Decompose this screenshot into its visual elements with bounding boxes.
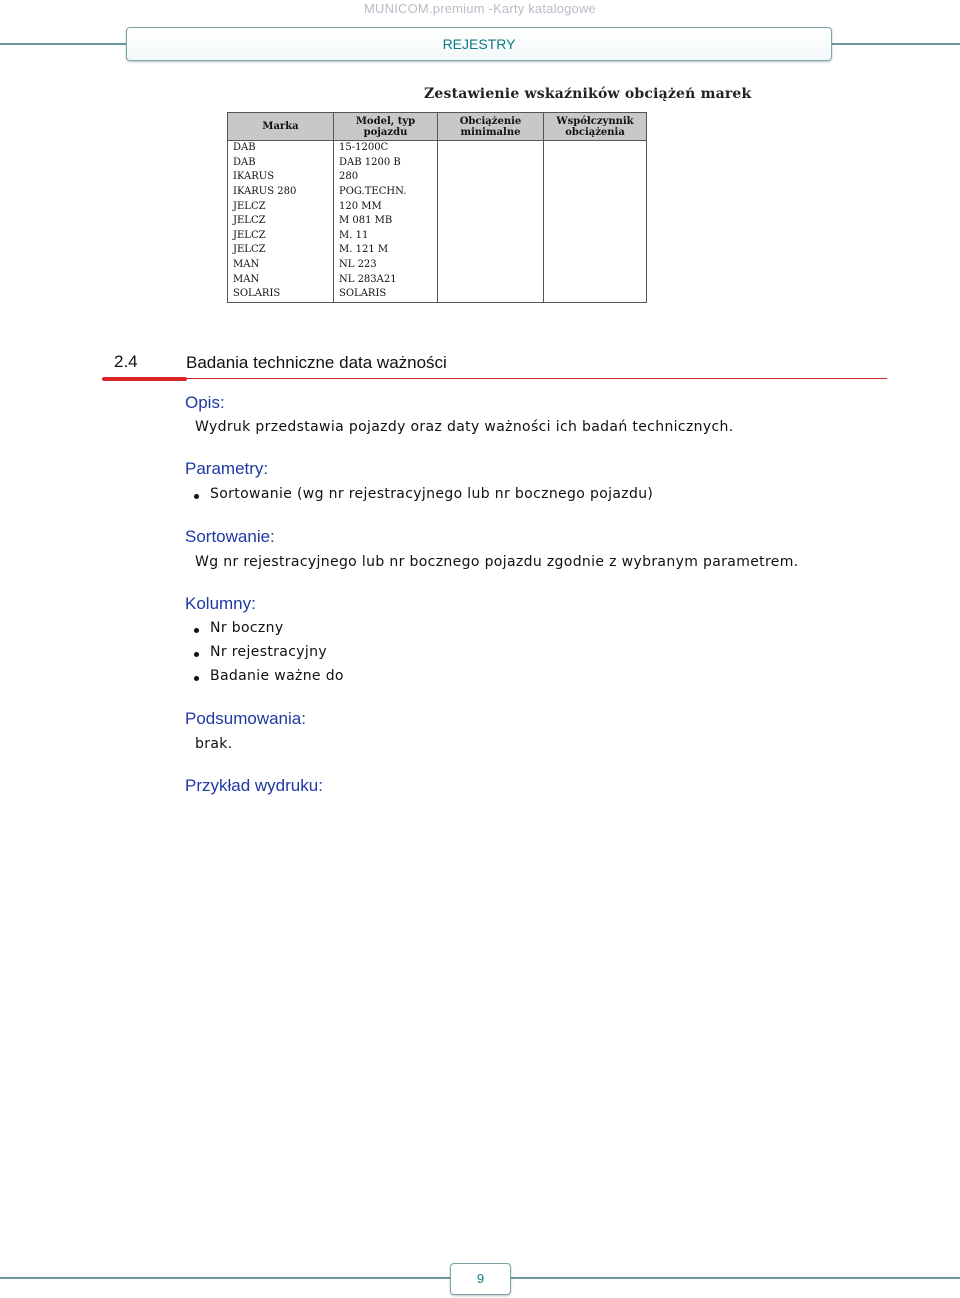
report-example-image xyxy=(222,78,752,310)
table-row xyxy=(228,185,647,200)
podsumowania-text: brak. xyxy=(195,736,233,752)
chapter-accent-bar xyxy=(102,377,187,381)
table-cell xyxy=(544,199,647,214)
table-row xyxy=(228,272,647,287)
sortowanie-label: Sortowanie: xyxy=(185,527,275,546)
table-cell: DAB 1200 B xyxy=(334,156,438,171)
table-cell xyxy=(438,141,544,156)
sortowanie-text: Wg nr rejestracyjnego lub nr bocznego pojazdu zgodnie z wybranym parametrem. xyxy=(195,554,799,570)
table-row xyxy=(228,156,647,171)
table-row xyxy=(228,258,647,273)
table-cell xyxy=(544,185,647,200)
report-title: Zestawienie wskaźników obciążeń marek xyxy=(424,86,752,102)
podsumowania-label: Podsumowania: xyxy=(185,709,306,728)
table-cell: IKARUS xyxy=(228,170,334,185)
table-cell: SOLARIS xyxy=(228,287,334,302)
table-cell: DAB xyxy=(228,141,334,156)
table-cell: SOLARIS xyxy=(334,287,438,302)
table-row xyxy=(228,214,647,229)
table-row xyxy=(228,141,647,156)
report-table xyxy=(227,112,647,303)
parametry-label: Parametry: xyxy=(185,459,269,478)
footer-rule-right xyxy=(510,1277,960,1279)
table-cell xyxy=(438,156,544,171)
table-cell xyxy=(438,214,544,229)
table-cell: 120 MM xyxy=(334,199,438,214)
table-cell: M. 121 M xyxy=(334,243,438,258)
table-cell xyxy=(438,229,544,244)
table-cell: MAN xyxy=(228,258,334,273)
table-cell: IKARUS 280 xyxy=(228,185,334,200)
table-cell: NL 283A21 xyxy=(334,272,438,287)
table-cell: 280 xyxy=(334,170,438,185)
kolumny-item: Nr boczny xyxy=(210,620,284,636)
header-rule-left xyxy=(0,43,128,45)
bullet-icon xyxy=(194,494,199,499)
table-cell xyxy=(438,199,544,214)
table-row xyxy=(228,170,647,185)
table-cell: NL 223 xyxy=(334,258,438,273)
kolumny-item: Nr rejestracyjny xyxy=(210,644,327,660)
opis-label: Opis: xyxy=(185,393,225,412)
table-cell: M 081 MB xyxy=(334,214,438,229)
table-cell xyxy=(438,258,544,273)
table-cell xyxy=(544,170,647,185)
table-row xyxy=(228,199,647,214)
table-cell xyxy=(544,229,647,244)
table-cell xyxy=(438,272,544,287)
table-cell xyxy=(544,243,647,258)
table-cell xyxy=(438,287,544,302)
table-cell xyxy=(544,287,647,302)
table-cell xyxy=(438,185,544,200)
kolumny-item: Badanie ważne do xyxy=(210,668,344,684)
page-number: 9 xyxy=(450,1263,511,1295)
table-cell: JELCZ xyxy=(228,229,334,244)
report-body xyxy=(228,141,647,303)
header-rule-right xyxy=(830,43,960,45)
table-row xyxy=(228,229,647,244)
bullet-icon xyxy=(194,676,199,681)
bullet-icon xyxy=(194,628,199,633)
table-cell xyxy=(438,243,544,258)
table-cell xyxy=(544,141,647,156)
section-title-box: REJESTRY xyxy=(126,27,832,61)
chapter-title: Badania techniczne data ważności xyxy=(186,353,447,372)
table-cell: JELCZ xyxy=(228,214,334,229)
table-cell xyxy=(544,272,647,287)
footer-rule-left xyxy=(0,1277,450,1279)
table-cell: DAB xyxy=(228,156,334,171)
running-header: MUNICOM.premium -Karty katalogowe xyxy=(364,1,596,16)
table-cell: M. 11 xyxy=(334,229,438,244)
table-cell: MAN xyxy=(228,272,334,287)
opis-text: Wydruk przedstawia pojazdy oraz daty ważności ich badań technicznych. xyxy=(195,419,734,435)
table-cell xyxy=(438,170,544,185)
report-col-header: Model, typ pojazdu xyxy=(334,113,438,141)
chapter-number: 2.4 xyxy=(114,352,138,371)
kolumny-label: Kolumny: xyxy=(185,594,256,613)
table-cell: POG.TECHN. xyxy=(334,185,438,200)
table-row xyxy=(228,287,647,302)
report-header-row xyxy=(228,113,647,141)
przyklad-label: Przykład wydruku: xyxy=(185,776,323,795)
report-col-header: Obciążenie minimalne xyxy=(438,113,544,141)
report-col-header: Współczynnik obciążenia xyxy=(544,113,647,141)
chapter-underline xyxy=(187,378,887,379)
table-cell: JELCZ xyxy=(228,243,334,258)
table-cell: JELCZ xyxy=(228,199,334,214)
report-col-header: Marka xyxy=(228,113,334,141)
parametry-item: Sortowanie (wg nr rejestracyjnego lub nr bocznego pojazdu) xyxy=(210,486,654,502)
table-cell xyxy=(544,156,647,171)
table-cell: 15-1200C xyxy=(334,141,438,156)
bullet-icon xyxy=(194,652,199,657)
table-cell xyxy=(544,214,647,229)
table-cell xyxy=(544,258,647,273)
table-row xyxy=(228,243,647,258)
